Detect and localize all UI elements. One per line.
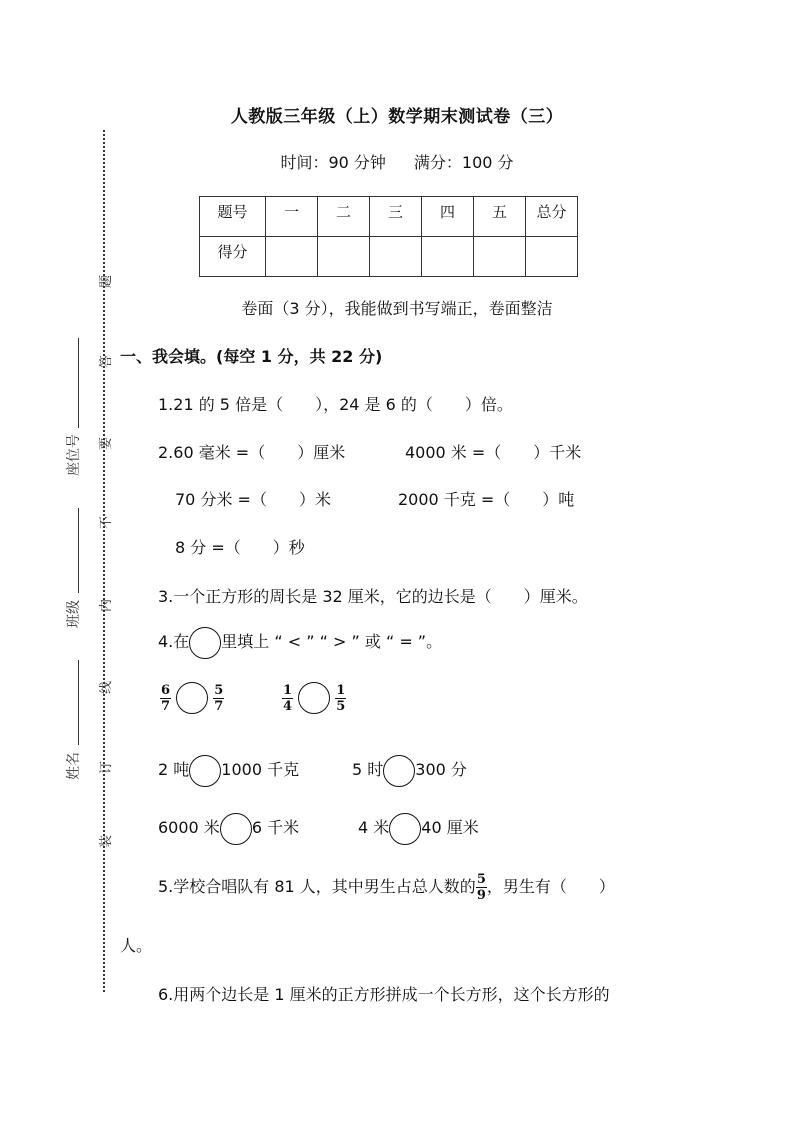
- question-4-suffix: 里填上 “ < ” “ > ” 或 “ = ”。: [221, 632, 443, 651]
- question-4-prefix: 4.在: [158, 632, 190, 651]
- binding-dotted-line: [103, 130, 105, 992]
- denominator: 5: [336, 698, 346, 714]
- question-5-text: 5.学校合唱队有 81 人，其中男生占总人数的: [158, 877, 476, 896]
- unit-compare-1: [158, 754, 299, 787]
- name-label: 姓名: [66, 752, 82, 780]
- score-cell[interactable]: [370, 237, 422, 277]
- header-cell: 五: [474, 197, 526, 237]
- fraction-compare-1: [160, 682, 224, 714]
- fraction-compare-2: [282, 682, 346, 714]
- seal-char-8: 装: [99, 834, 115, 849]
- header-cell: 三: [370, 197, 422, 237]
- denominator: 7: [214, 698, 224, 714]
- fraction-1-4: [282, 683, 293, 714]
- compare-right: 6 千米: [251, 818, 300, 837]
- seal-char-1: 题: [99, 274, 115, 289]
- score-table-score-row: [200, 237, 578, 277]
- header-cell: 题号: [200, 197, 266, 237]
- score-cell[interactable]: [266, 237, 318, 277]
- fraction-6-7: [160, 683, 171, 714]
- header-cell: 总分: [526, 197, 578, 237]
- question-2d: 2000 千克 =（ ）吨: [398, 490, 575, 509]
- compare-left: 6000 米: [158, 818, 220, 837]
- question-5-continuation: 人。: [120, 936, 153, 955]
- denominator: 9: [476, 888, 486, 903]
- class-blank[interactable]: [78, 508, 79, 593]
- question-4: [158, 626, 442, 659]
- header-cell: 一: [266, 197, 318, 237]
- seal-char-6: 线: [99, 680, 115, 695]
- class-label: 班级: [66, 600, 82, 628]
- question-6: 6.用两个边长是 1 厘米的正方形拼成一个长方形，这个长方形的: [158, 985, 610, 1004]
- numerator: 5: [476, 872, 486, 887]
- compare-left: 2 吨: [158, 760, 190, 779]
- page-title: 人教版三年级（上）数学期末测试卷（三）: [230, 107, 564, 127]
- score-row-label: 得分: [200, 237, 266, 277]
- compare-right: 1000 千克: [221, 760, 300, 779]
- question-5-text-end: ，男生有（ ）: [486, 877, 615, 896]
- question-2a: 2.60 毫米 =（ ）厘米: [158, 443, 346, 462]
- exam-full-score: 满分：100 分: [413, 153, 514, 172]
- score-table: [199, 196, 578, 277]
- fraction-5-9: [476, 872, 487, 903]
- score-cell[interactable]: [526, 237, 578, 277]
- answer-circle[interactable]: [298, 682, 330, 714]
- answer-circle[interactable]: [176, 682, 208, 714]
- compare-left: 5 时: [352, 760, 384, 779]
- section-1-heading: 一、我会填。(每空 1 分，共 22 分): [120, 347, 383, 366]
- fraction-5-7: [213, 683, 224, 714]
- question-1: 1.21 的 5 倍是（ ），24 是 6 的（ ）倍。: [158, 395, 513, 414]
- score-cell[interactable]: [318, 237, 370, 277]
- compare-right: 300 分: [415, 760, 467, 779]
- score-cell[interactable]: [474, 237, 526, 277]
- answer-circle[interactable]: [383, 755, 415, 787]
- denominator: 7: [161, 698, 171, 714]
- numerator: 1: [283, 682, 293, 698]
- compare-right: 40 厘米: [421, 818, 479, 837]
- denominator: 4: [283, 698, 293, 714]
- question-5: [158, 870, 615, 904]
- answer-circle[interactable]: [220, 813, 252, 845]
- compare-circle-icon: [189, 627, 221, 659]
- exam-info: [0, 150, 794, 173]
- question-2b: 4000 米 =（ ）千米: [405, 443, 582, 462]
- header-cell: 四: [422, 197, 474, 237]
- exam-time: 时间：90 分钟: [280, 153, 386, 172]
- answer-circle[interactable]: [389, 813, 421, 845]
- score-cell[interactable]: [422, 237, 474, 277]
- answer-circle[interactable]: [189, 755, 221, 787]
- unit-compare-3: [158, 812, 299, 845]
- seal-char-5: 内: [99, 598, 115, 613]
- question-2e: 8 分 =（ ）秒: [175, 538, 305, 557]
- question-2c: 70 分米 =（ ）米: [175, 490, 331, 509]
- unit-compare-2: [352, 754, 467, 787]
- seat-number-label: 座位号: [66, 434, 82, 476]
- seal-char-4: 不: [99, 515, 115, 530]
- header-cell: 二: [318, 197, 370, 237]
- seal-char-3: 要: [99, 436, 115, 451]
- seal-char-7: 订: [99, 760, 115, 775]
- fraction-1-5: [335, 683, 346, 714]
- name-blank[interactable]: [78, 660, 79, 745]
- seal-char-2: 答: [99, 354, 115, 369]
- numerator: 1: [336, 682, 346, 698]
- score-table-header-row: [200, 197, 578, 237]
- compare-left: 4 米: [358, 818, 390, 837]
- unit-compare-4: [358, 812, 479, 845]
- neatness-note: 卷面（3 分），我能做到书写端正，卷面整洁: [241, 299, 553, 318]
- seat-number-blank[interactable]: [78, 338, 79, 428]
- numerator: 6: [161, 682, 171, 698]
- question-3: 3.一个正方形的周长是 32 厘米，它的边长是（ ）厘米。: [158, 587, 588, 606]
- numerator: 5: [214, 682, 224, 698]
